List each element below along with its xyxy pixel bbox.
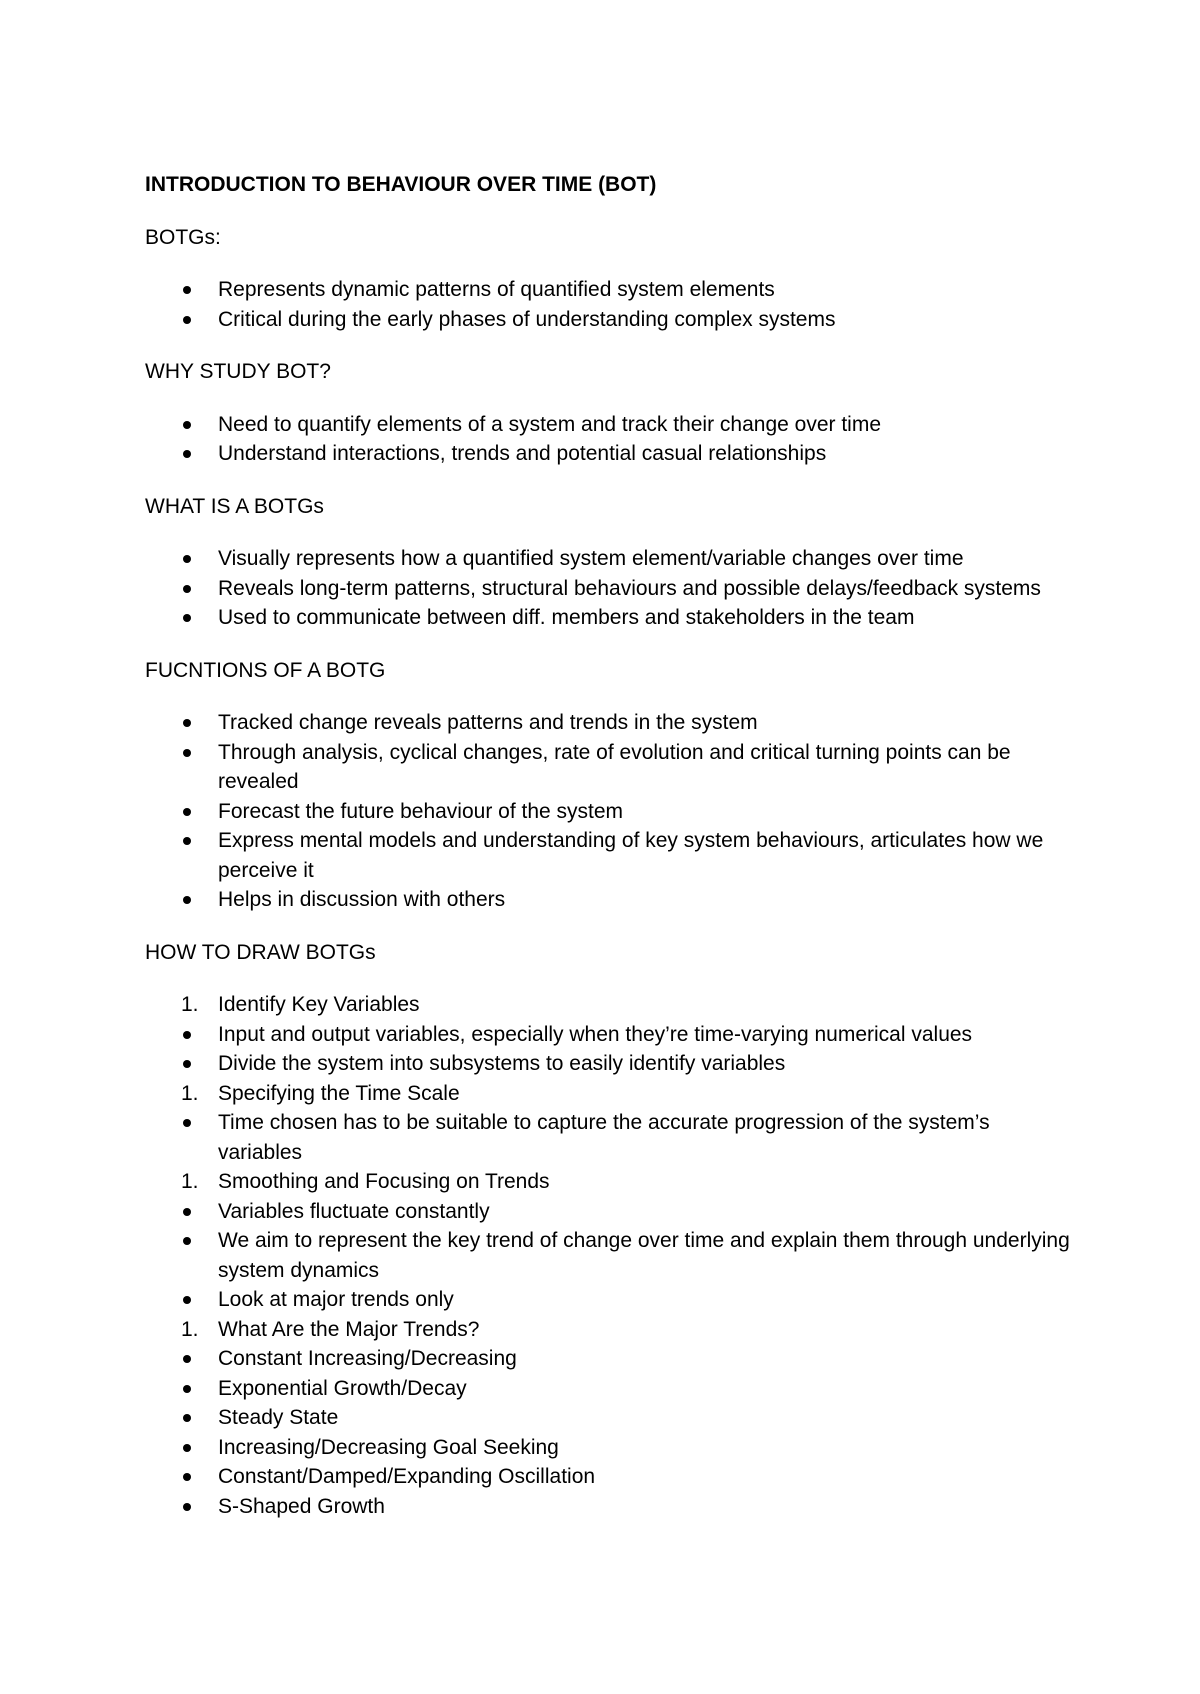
document-sections — [145, 223, 1075, 1522]
list-item-text: Represents dynamic patterns of quantified system elements — [218, 278, 775, 301]
list-item-text: Tracked change reveals patterns and trends in the system — [218, 711, 758, 734]
list-item — [145, 1433, 1075, 1463]
list-item-text: Divide the system into subsystems to easily identify variables — [218, 1052, 786, 1075]
section-list — [145, 410, 1075, 469]
document-body — [145, 170, 1075, 1544]
section-heading: WHY STUDY BOT? — [145, 360, 331, 383]
list-item — [145, 603, 1075, 633]
list-item-text: Critical during the early phases of understanding complex systems — [218, 307, 836, 331]
list-item-text: Specifying the Time Scale — [218, 1081, 460, 1105]
section-list — [145, 990, 1075, 1521]
list-item-text: Constant Increasing/Decreasing — [218, 1347, 517, 1370]
list-item — [145, 885, 1075, 915]
list-item — [145, 410, 1075, 440]
list-item — [145, 708, 1075, 738]
list-item — [145, 1492, 1075, 1522]
list-item — [145, 738, 1075, 797]
list-item — [145, 1374, 1075, 1404]
list-item — [145, 797, 1075, 827]
list-item-text: Variables fluctuate constantly — [218, 1199, 490, 1223]
list-number: 1. — [181, 1170, 199, 1193]
list-item-text: Constant/Damped/Expanding Oscillation — [218, 1465, 596, 1488]
list-item-text: Increasing/Decreasing Goal Seeking — [218, 1435, 559, 1459]
list-item — [145, 1285, 1075, 1315]
list-number: 1. — [181, 993, 199, 1016]
list-number: 1. — [181, 1081, 199, 1105]
list-item — [145, 826, 1075, 885]
section-heading: FUCNTIONS OF A BOTG — [145, 658, 386, 682]
list-item-text: Identify Key Variables — [218, 993, 420, 1016]
list-item-text: Express mental models and understanding of key system behaviours, articulates how we perceive it — [218, 829, 1044, 882]
list-item-text: Forecast the future behaviour of the system — [218, 799, 624, 823]
list-item — [145, 544, 1075, 574]
section-list — [145, 275, 1075, 334]
list-item — [145, 1344, 1075, 1374]
list-item — [145, 439, 1075, 469]
list-item-text: What Are the Major Trends? — [218, 1317, 480, 1341]
list-item-text: Exponential Growth/Decay — [218, 1376, 467, 1400]
list-item — [145, 990, 1075, 1020]
list-item — [145, 574, 1075, 604]
list-item — [145, 1020, 1075, 1050]
list-item — [145, 1226, 1075, 1285]
list-item-text: We aim to represent the key trend of change over time and explain them through underlying system dynamics — [218, 1229, 1070, 1282]
list-item — [145, 1108, 1075, 1167]
list-item-text: Look at major trends only — [218, 1288, 454, 1311]
list-item — [145, 1315, 1075, 1345]
section-list — [145, 708, 1075, 915]
list-item-text: Time chosen has to be suitable to capture the accurate progression of the system’s variables — [218, 1111, 990, 1164]
list-item — [145, 1197, 1075, 1227]
list-item — [145, 305, 1075, 335]
list-item-text: S-Shaped Growth — [218, 1494, 385, 1518]
list-item-text: Understand interactions, trends and potential casual relationships — [218, 442, 827, 465]
section-heading: HOW TO DRAW BOTGs — [145, 940, 376, 964]
list-item — [145, 1049, 1075, 1079]
list-number: 1. — [181, 1317, 199, 1341]
section-heading: BOTGs: — [145, 225, 221, 249]
document-title: INTRODUCTION TO BEHAVIOUR OVER TIME (BOT) — [145, 173, 657, 196]
list-item — [145, 1462, 1075, 1492]
list-item — [145, 275, 1075, 305]
list-item-text: Need to quantify elements of a system and track their change over time — [218, 412, 882, 436]
list-item-text: Steady State — [218, 1406, 339, 1429]
list-item-text: Through analysis, cyclical changes, rate of evolution and critical turning points can be revealed — [218, 740, 1011, 793]
list-item-text: Input and output variables, especially when they’re time-varying numerical values — [218, 1022, 973, 1046]
list-item-text: Used to communicate between diff. members and stakeholders in the team — [218, 606, 915, 629]
section-heading: WHAT IS A BOTGs — [145, 494, 324, 518]
section-list — [145, 544, 1075, 633]
list-item-text: Reveals long-term patterns, structural behaviours and possible delays/feedback systems — [218, 576, 1041, 600]
list-item — [145, 1403, 1075, 1433]
list-item — [145, 1079, 1075, 1109]
list-item-text: Helps in discussion with others — [218, 888, 506, 911]
list-item-text: Visually represents how a quantified system element/variable changes over time — [218, 547, 964, 570]
list-item-text: Smoothing and Focusing on Trends — [218, 1170, 550, 1193]
list-item — [145, 1167, 1075, 1197]
